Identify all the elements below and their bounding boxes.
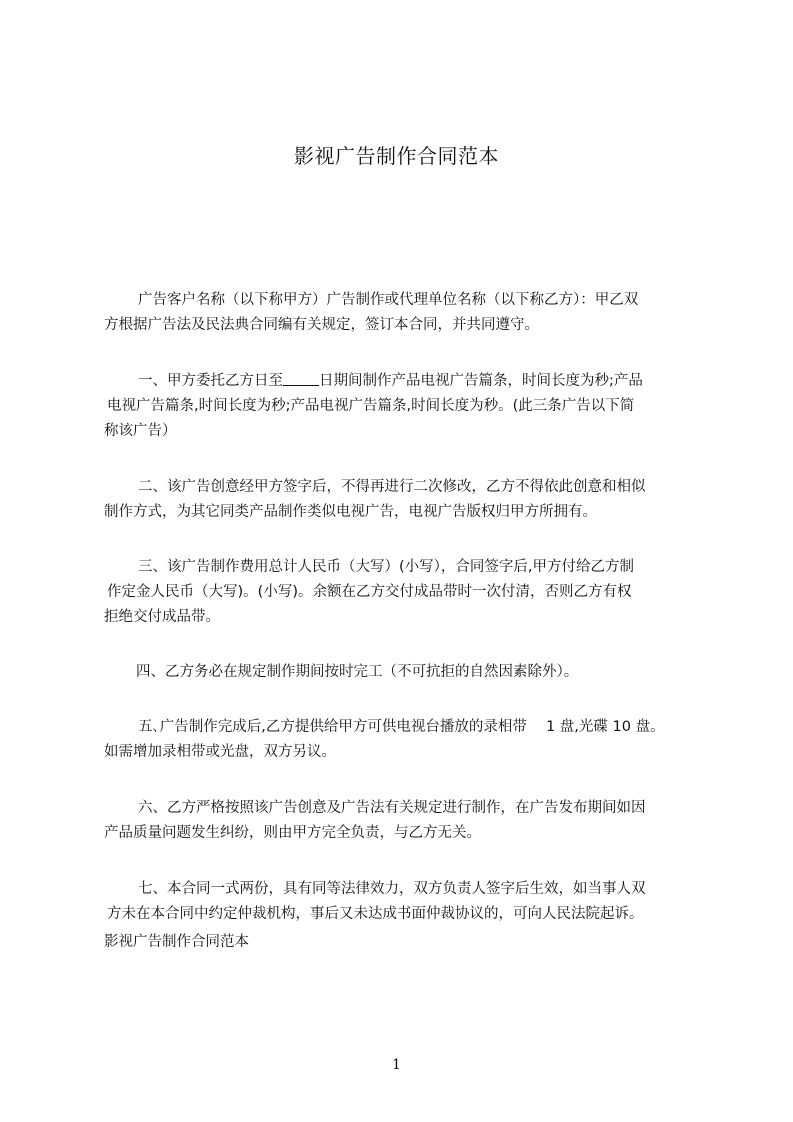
preamble-paragraph xyxy=(104,288,716,338)
date-blank xyxy=(283,371,319,386)
document-title: 影视广告制作合同范本 xyxy=(294,144,499,168)
clause-5-paragraph xyxy=(104,715,716,765)
paragraph-line: 五､广告制作完成后,乙方提供给甲方可供电视台播放的录相带 1 盘,光碟 10 盘。 xyxy=(138,719,665,735)
paragraph-line: 拒绝交付成品带。 xyxy=(104,609,220,625)
paragraph-line: 电视广告篇条,时间长度为秒;产品电视广告篇条,时间长度为秒。(此三条广告以下简 xyxy=(107,398,635,414)
paragraph-line: 如需增加录相带或光盘，双方另议。 xyxy=(104,744,336,760)
paragraph-line: 作定金人民币（大写)。(小写)。余额在乙方交付成品带时一次付清，否则乙方有权 xyxy=(107,584,632,600)
clause-6-paragraph xyxy=(104,796,716,846)
clause-1-text-before-blank: 一、甲方委托乙方日至 xyxy=(138,373,283,389)
paragraph-line: 四、乙方务必在规定制作期间按时完工（不可抗拒的自然因素除外）。 xyxy=(136,664,579,680)
paragraph-line: 制作方式，为其它同类产品制作类似电视广告，电视广告版权归甲方所拥有。 xyxy=(104,504,597,520)
page-number: 1 xyxy=(392,1057,401,1073)
paragraph-line: 称该广告） xyxy=(104,423,177,439)
paragraph-line: 广告客户名称（以下称甲方）广告制作或代理单位名称（以下称乙方）：甲乙双 xyxy=(138,292,639,308)
paragraph-line: 产品质量问题发生纠纷，则由甲方完全负责，与乙方无关。 xyxy=(104,825,481,841)
clause-1-paragraph xyxy=(104,369,716,444)
trailing-title: 影视广告制作合同范本 xyxy=(104,934,249,950)
clause-1-text-after-blank: 日期间制作产品电视广告篇条，时间长度为秒;产品 xyxy=(319,373,643,389)
paragraph-line xyxy=(104,369,716,394)
paragraph-line: 方未在本合同中约定仲裁机构，事后又未达成书面仲裁协议的，可向人民法院起诉。 xyxy=(107,906,644,922)
paragraph-line: 三、该广告制作费用总计人民币（大写）(小写），合同签字后,甲方付给乙方制 xyxy=(138,559,635,575)
paragraph-line: 二、该广告创意经甲方签字后，不得再进行二次修改，乙方不得依此创意和相似 xyxy=(138,479,646,495)
clause-7-paragraph xyxy=(104,877,716,927)
clause-4-paragraph xyxy=(104,660,716,685)
paragraph-line: 方根据广告法及民法典合同编有关规定，签订本合同，并共同遵守。 xyxy=(104,317,539,333)
paragraph-line: 七、本合同一式两份，具有同等法律效力，双方负责人签字后生效，如当事人双 xyxy=(138,881,646,897)
clause-3-paragraph xyxy=(104,555,716,630)
clause-2-paragraph xyxy=(104,475,716,525)
paragraph-line: 六、乙方严格按照该广告创意及广告法有关规定进行制作，在广告发布期间如因 xyxy=(138,800,646,816)
